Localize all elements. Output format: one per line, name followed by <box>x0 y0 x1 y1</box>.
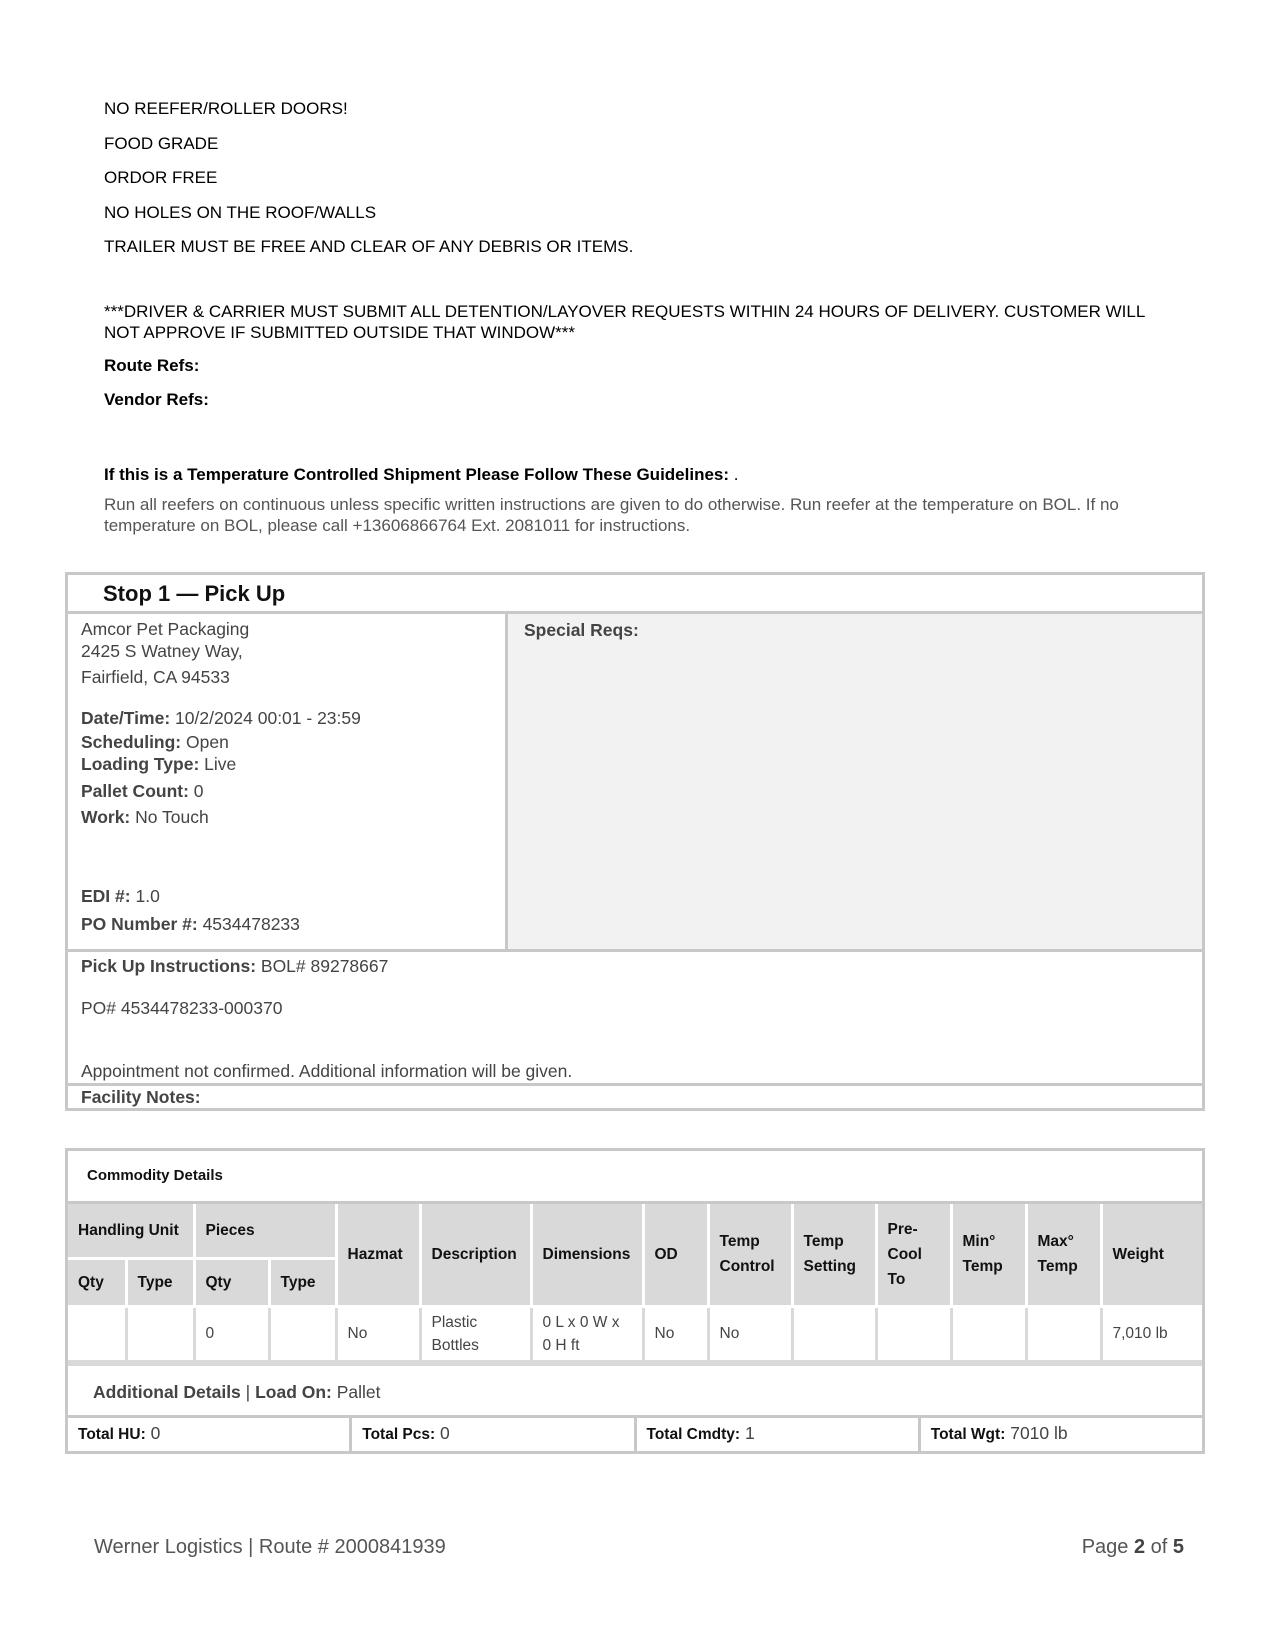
header-temp-control: Temp Control <box>708 1204 792 1306</box>
special-reqs-label: Special Reqs: <box>524 620 639 640</box>
cell-temp-control: No <box>708 1306 792 1361</box>
totals-row <box>68 1418 1202 1451</box>
temp-guidelines: Run all reefers on continuous unless specific written instructions are given to do otherwise. Run reefer at the temperature on BOL. If no temperature on BOL, please call +13606866764 Ext. 2081011 for instructions. <box>104 494 1119 535</box>
page-footer <box>94 1536 1184 1559</box>
temp-heading: If this is a Temperature Controlled Shipment Please Follow These Guidelines: . <box>104 464 739 484</box>
header-od: OD <box>643 1204 708 1306</box>
cell-hu-qty <box>68 1306 126 1361</box>
facility-name: Amcor Pet Packaging <box>81 619 250 639</box>
header-pc-qty: Qty <box>194 1258 269 1306</box>
cell-temp-setting <box>792 1306 876 1361</box>
cell-description: Plastic Bottles <box>420 1306 531 1361</box>
header-hazmat: Hazmat <box>336 1204 420 1306</box>
work-field: Work: No Touch <box>81 807 209 827</box>
header-hu-type: Type <box>126 1258 194 1306</box>
cell-max-temp <box>1026 1306 1101 1361</box>
table-row <box>68 1306 1202 1361</box>
stop-panel <box>65 572 1205 1111</box>
header-hu-qty: Qty <box>68 1258 126 1306</box>
address-line-2: Fairfield, CA 94533 <box>81 667 230 687</box>
cell-pc-type <box>269 1306 336 1361</box>
cell-weight: 7,010 lb <box>1101 1306 1202 1361</box>
vendor-refs: Vendor Refs: <box>104 390 209 409</box>
scheduling-field: Scheduling: Open <box>81 732 229 752</box>
loading-type-field: Loading Type: Live <box>81 754 237 774</box>
total-cmdty: Total Cmdty: 1 <box>637 1418 921 1451</box>
requirement-line: ORDOR FREE <box>104 168 218 187</box>
header-temp-setting: Temp Setting <box>792 1204 876 1306</box>
edi-field: EDI #: 1.0 <box>81 886 160 906</box>
header-min-temp: Min° Temp <box>951 1204 1026 1306</box>
total-hu: Total HU: 0 <box>68 1418 352 1451</box>
cell-dimensions: 0 L x 0 W x 0 H ft <box>531 1306 643 1361</box>
total-wgt: Total Wgt: 7010 lb <box>930 1422 1068 1443</box>
datetime-field: Date/Time: 10/2/2024 00:01 - 23:59 <box>81 708 361 728</box>
header-max-temp: Max° Temp <box>1026 1204 1101 1306</box>
page-number: Page 2 of 5 <box>1081 1536 1184 1558</box>
requirement-line: TRAILER MUST BE FREE AND CLEAR OF ANY DEBRIS OR ITEMS. <box>104 237 634 256</box>
requirement-line: NO HOLES ON THE ROOF/WALLS <box>104 202 377 222</box>
detention-notice: ***DRIVER & CARRIER MUST SUBMIT ALL DETENTION/LAYOVER REQUESTS WITHIN 24 HOURS OF DELIVERY. CUSTOMER WILL NOT APPROVE IF SUBMITTED OUTSIDE THAT WINDOW*** <box>104 301 1145 342</box>
commodity-panel <box>65 1148 1205 1454</box>
requirement-line: NO REEFER/ROLLER DOORS! <box>104 99 348 118</box>
header-pc-type: Type <box>269 1258 336 1306</box>
footer-route: Werner Logistics | Route # 2000841939 <box>94 1536 446 1558</box>
commodity-title: Commodity Details <box>68 1151 1202 1204</box>
cell-pc-qty: 0 <box>194 1306 269 1361</box>
cell-pre-cool <box>876 1306 951 1361</box>
stop-details <box>68 614 508 949</box>
cell-od: No <box>643 1306 708 1361</box>
header-description: Description <box>420 1204 531 1306</box>
route-refs: Route Refs: <box>104 355 200 375</box>
header-weight: Weight <box>1101 1204 1202 1306</box>
header-pre-cool: Pre-Cool To <box>876 1204 951 1306</box>
total-pcs: Total Pcs: 0 <box>352 1418 636 1451</box>
cell-hu-type <box>126 1306 194 1361</box>
commodity-table <box>68 1204 1202 1363</box>
header-handling-unit: Handling Unit <box>68 1204 194 1258</box>
header-pieces: Pieces <box>194 1204 336 1258</box>
stop-title: Stop 1 — Pick Up <box>68 575 1202 614</box>
special-reqs-panel <box>508 614 1202 949</box>
address-line-1: 2425 S Watney Way, <box>81 641 243 661</box>
additional-details: Additional Details | Load On: Pallet <box>68 1363 1202 1418</box>
pallet-count-field: Pallet Count: 0 <box>81 781 204 801</box>
po-number-field: PO Number #: 4534478233 <box>81 914 300 934</box>
cell-hazmat: No <box>336 1306 420 1361</box>
notes-section <box>104 98 1184 548</box>
requirement-line: FOOD GRADE <box>104 133 219 153</box>
cell-min-temp <box>951 1306 1026 1361</box>
pickup-instructions: Pick Up Instructions: BOL# 89278667 PO# 4534478233-000370 Appointment not confirmed. Additional information will be given. <box>68 952 1202 1086</box>
header-dimensions: Dimensions <box>531 1204 643 1306</box>
facility-notes-label: Facility Notes: <box>81 1087 201 1107</box>
